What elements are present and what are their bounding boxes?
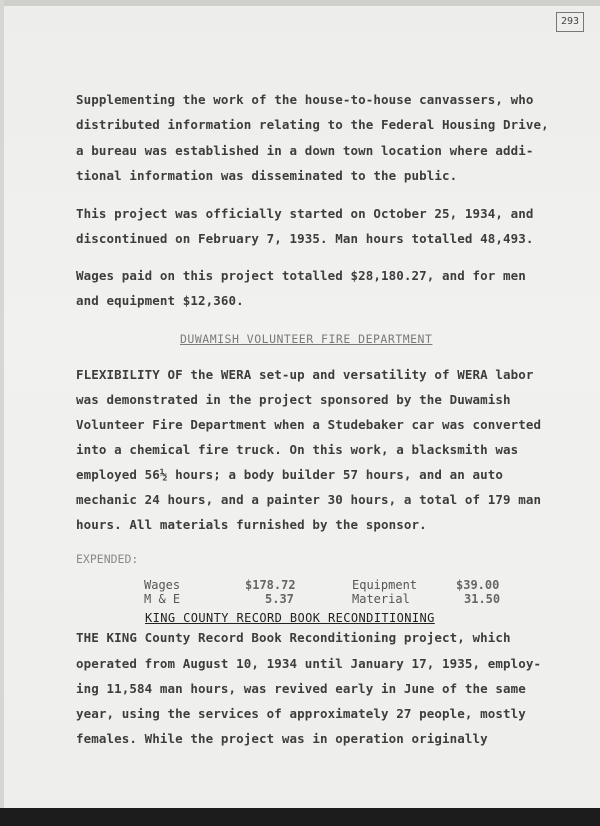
expense-value: 5.37: [265, 592, 294, 606]
para4-line: Volunteer Fire Department when a Studebaker car was converted: [76, 417, 542, 432]
para5-line: year, using the services of approximately 27 people, mostly: [76, 706, 526, 721]
expended-label: EXPENDED:: [76, 552, 139, 566]
para4-line: was demonstrated in the project sponsored by the Duwamish: [76, 392, 511, 407]
expense-label: Wages: [144, 578, 181, 592]
para4-line: hours. All materials furnished by the sponsor.: [76, 517, 427, 532]
para4-line: FLEXIBILITY OF the WERA set-up and versatility of WERA labor: [76, 367, 534, 382]
expense-value: $178.72: [245, 578, 296, 592]
expense-value: $39.00: [456, 578, 500, 592]
scan-edge-left: [0, 0, 4, 808]
expense-label: Equipment: [352, 578, 418, 592]
para3-line: and equipment $12,360.: [76, 293, 244, 308]
expense-label: Material: [352, 592, 410, 606]
para1-line: a bureau was established in a down town location where addi-: [76, 143, 534, 158]
para4-line: mechanic 24 hours, and a painter 30 hours, a total of 179 man: [76, 492, 542, 507]
para5-line: operated from August 10, 1934 until January 17, 1935, employ-: [76, 656, 542, 671]
expense-label: M & E: [144, 592, 181, 606]
para5-line: ing 11,584 man hours, was revived early in June of the same: [76, 681, 526, 696]
para4-line: into a chemical fire truck. On this work, a blacksmith was: [76, 442, 519, 457]
para3-line: Wages paid on this project totalled $28,180.27, and for men: [76, 268, 526, 283]
para1-line: tional information was disseminated to the public.: [76, 168, 458, 183]
section-heading-record-book: KING COUNTY RECORD BOOK RECONDITIONING: [145, 611, 435, 625]
para2-line: discontinued on February 7, 1935. Man hours totalled 48,493.: [76, 231, 534, 246]
page-number-stamp: 293: [556, 12, 584, 32]
para5-line: THE KING County Record Book Reconditioning project, which: [76, 630, 511, 645]
para1-line: Supplementing the work of the house-to-house canvassers, who: [76, 92, 534, 107]
scan-edge-top: [0, 0, 600, 6]
scan-edge-bottom: [0, 808, 600, 826]
para1-line: distributed information relating to the Federal Housing Drive,: [76, 117, 549, 132]
para2-line: This project was officially started on October 25, 1934, and: [76, 206, 534, 221]
para5-line: females. While the project was in operation originally: [76, 731, 488, 746]
expense-value: 31.50: [464, 592, 501, 606]
para4-line: employed 56½ hours; a body builder 57 hours, and an auto: [76, 467, 504, 482]
section-heading-fire-department: DUWAMISH VOLUNTEER FIRE DEPARTMENT: [180, 332, 433, 346]
